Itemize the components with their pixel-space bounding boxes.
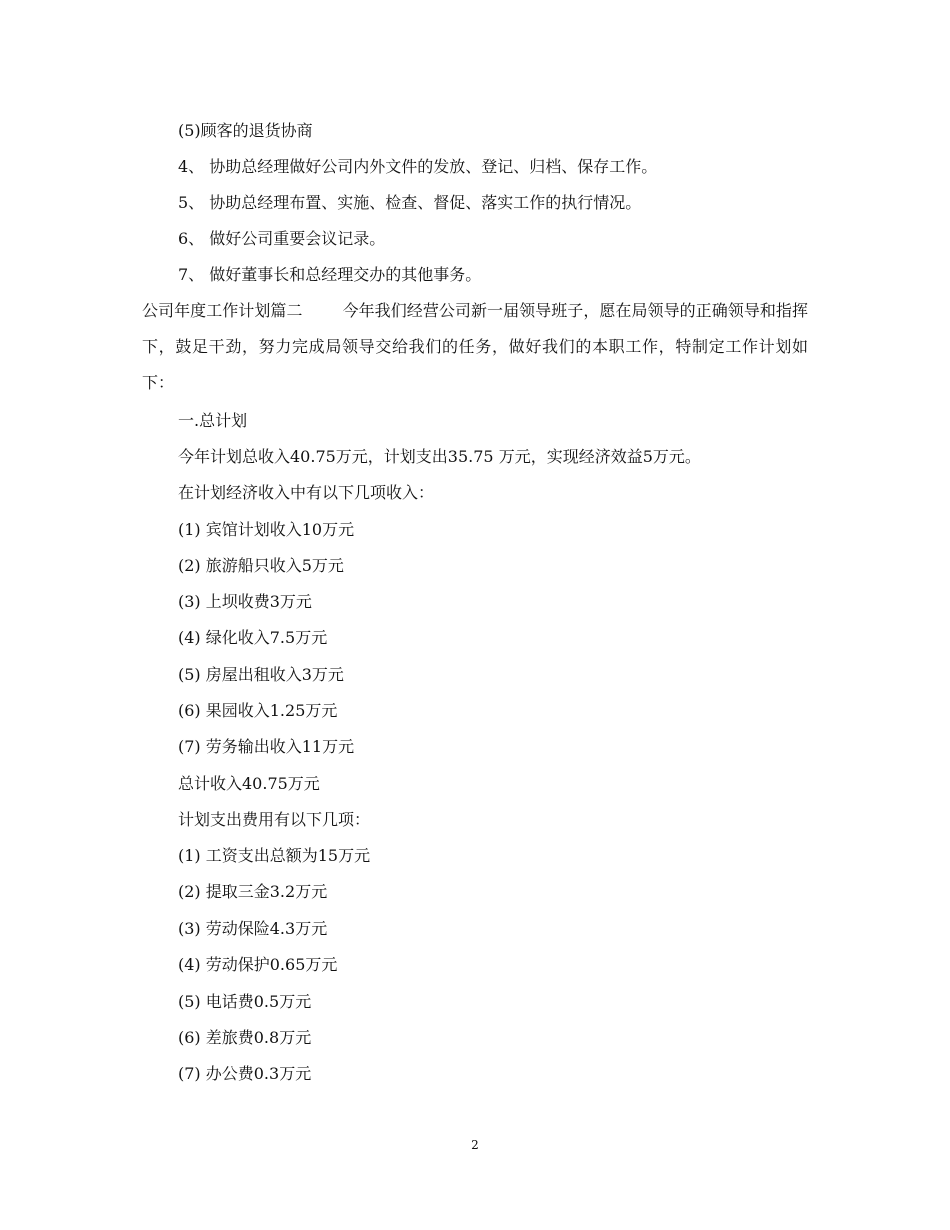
text-line: 总计收入40.75万元: [178, 774, 320, 793]
text-line: (7) 劳务输出收入11万元: [178, 737, 355, 756]
text-line: 7、 做好董事长和总经理交办的其他事务。: [178, 265, 482, 284]
text-line: 计划支出费用有以下几项：: [178, 810, 371, 829]
text-line: 今年计划总收入40.75万元，计划支出35.75 万元，实现经济效益5万元。: [178, 447, 701, 466]
text-line: 6、 做好公司重要会议记录。: [178, 229, 386, 248]
text-line: (3) 劳动保险4.3万元: [178, 919, 328, 938]
text-line: (7) 办公费0.3万元: [178, 1064, 312, 1083]
section-paragraph: [142, 293, 808, 401]
section-body: 今年我们经营公司新一届领导班子，愿在局领导的正确领导和指挥下，鼓足干劲，努力完成局领导交给我们的任务，做好我们的本职工作，特制定工作计划如下：: [142, 301, 808, 392]
text-line: (3) 上坝收费3万元: [178, 592, 312, 611]
text-line: 5、 协助总经理布置、实施、检查、督促、落实工作的执行情况。: [178, 193, 642, 212]
text-line: (5)顾客的退货协商: [178, 121, 313, 140]
text-line: (6) 差旅费0.8万元: [178, 1028, 312, 1047]
section-heading: 公司年度工作计划篇二: [142, 301, 303, 320]
text-line: (1) 宾馆计划收入10万元: [178, 520, 355, 539]
text-line: (6) 果园收入1.25万元: [178, 701, 338, 720]
text-line: 4、 协助总经理做好公司内外文件的发放、登记、归档、保存工作。: [178, 157, 658, 176]
text-line: 在计划经济收入中有以下几项收入：: [178, 483, 435, 502]
text-line: (1) 工资支出总额为15万元: [178, 846, 371, 865]
text-line: (4) 劳动保护0.65万元: [178, 955, 338, 974]
text-line: (2) 旅游船只收入5万元: [178, 556, 344, 575]
text-line: 一.总计划: [178, 411, 248, 430]
text-line: (2) 提取三金3.2万元: [178, 882, 328, 901]
text-line: (5) 电话费0.5万元: [178, 992, 312, 1011]
text-line: (4) 绿化收入7.5万元: [178, 628, 328, 647]
text-line: (5) 房屋出租收入3万元: [178, 665, 344, 684]
page-number: 2: [471, 1138, 479, 1152]
